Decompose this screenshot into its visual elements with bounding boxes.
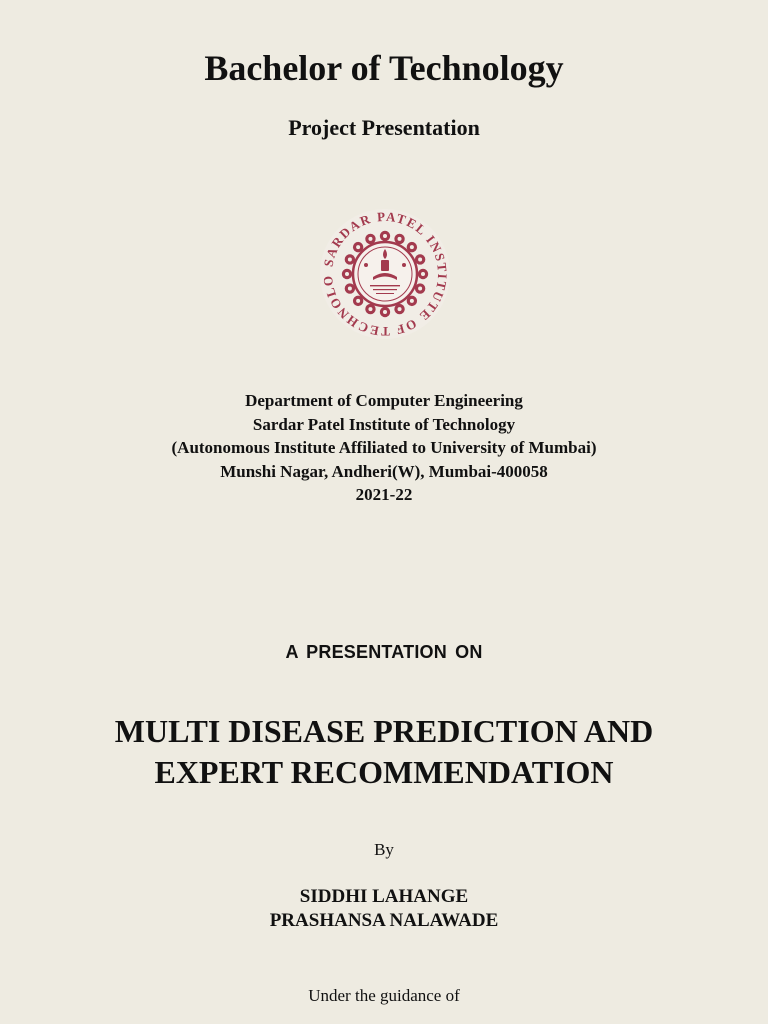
presentation-intro: A PRESENTATION ON: [285, 642, 483, 662]
seal-petal-center: [348, 287, 352, 291]
institute-address: Munshi Nagar, Andheri(W), Mumbai-400058: [220, 461, 548, 481]
seal-petal-center: [356, 245, 360, 249]
seal-petal-center: [398, 237, 402, 241]
academic-year: 2021-22: [355, 485, 413, 504]
project-title-line-2: EXPERT RECOMMENDATION: [154, 754, 614, 790]
seal-petal-center: [368, 237, 372, 241]
seal-petal-center: [421, 272, 425, 276]
author-name: PRASHANSA NALAWADE: [269, 910, 499, 931]
institute-name: Sardar Patel Institute of Technology: [252, 414, 516, 434]
seal-emblem: [318, 207, 452, 341]
seal-ring-text: SARDAR PATEL INSTITUTE OF TECHNOLO: [319, 208, 451, 340]
seal-petal-center: [383, 234, 387, 238]
seal-petal-center: [356, 299, 360, 303]
seal-petal-center: [410, 299, 414, 303]
institute-seal-logo: [318, 207, 452, 341]
seal-petal-center: [348, 257, 352, 261]
institute-affiliation: (Autonomous Institute Affiliated to University of Mumbai): [171, 438, 597, 457]
seal-petal-center: [383, 310, 387, 314]
author-list: [0, 885, 768, 933]
degree-title: Bachelor of Technology: [204, 48, 564, 88]
seal-petal-center: [368, 307, 372, 311]
seal-petal-center: [418, 257, 422, 261]
author-name: SIDDHI LAHANGE: [299, 886, 469, 907]
department-name: Department of Computer Engineering: [245, 391, 523, 410]
seal-petal-center: [418, 287, 422, 291]
seal-petal-center: [345, 272, 349, 276]
presentation-subtitle: Project Presentation: [288, 115, 480, 140]
institution-details: [0, 389, 768, 507]
seal-petal-center: [410, 245, 414, 249]
project-title: [0, 711, 768, 793]
project-title-line-1: MULTI DISEASE PREDICTION AND: [114, 713, 654, 749]
guidance-label: Under the guidance of: [308, 986, 460, 1005]
seal-petal-center: [398, 307, 402, 311]
by-label: By: [374, 840, 394, 859]
